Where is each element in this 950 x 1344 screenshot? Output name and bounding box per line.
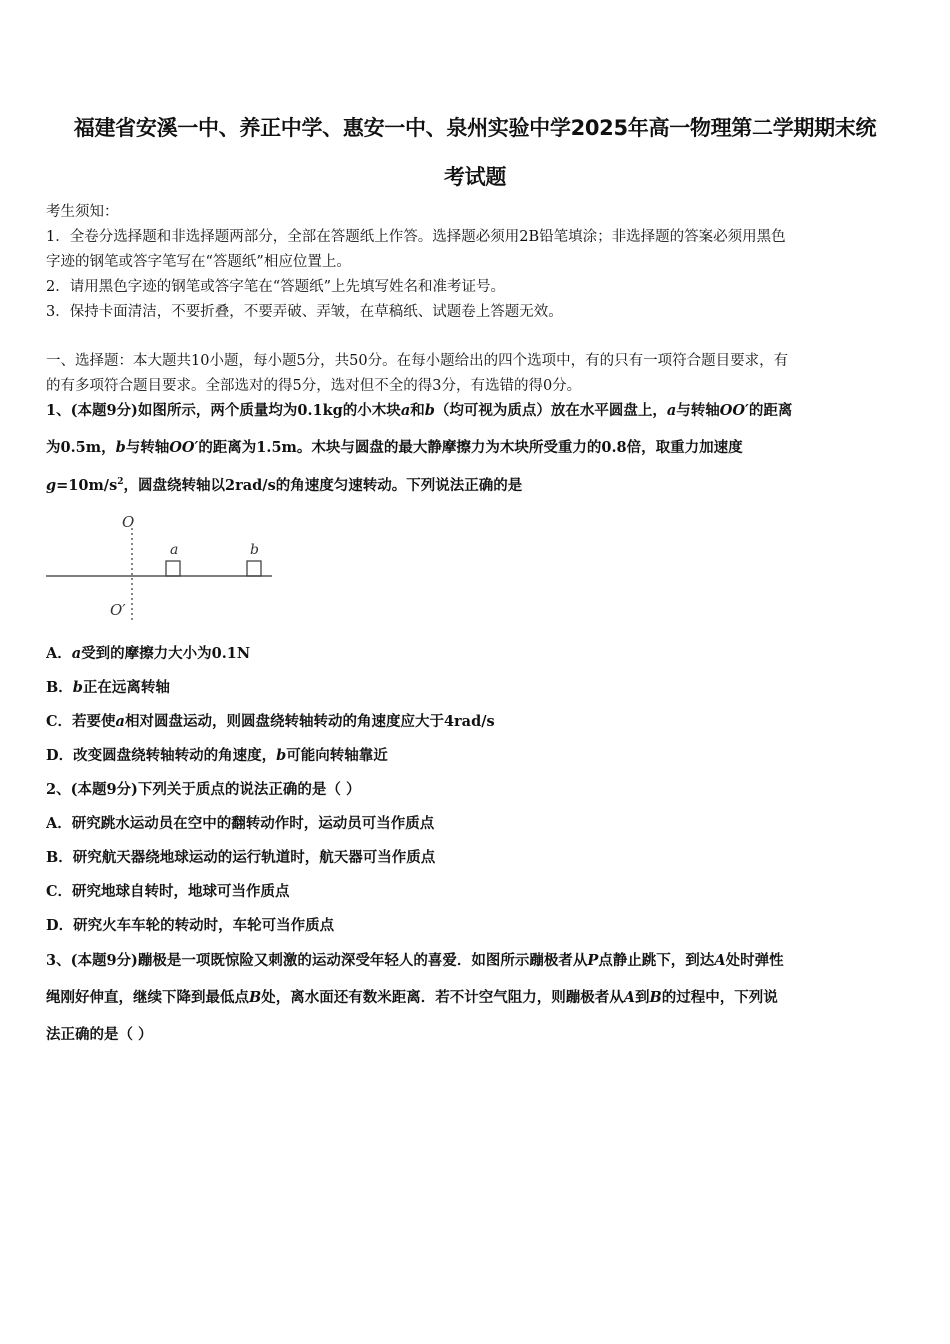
q2-option-a: A．研究跳水运动员在空中的翻转动作时，运动员可当作质点 xyxy=(46,815,435,832)
block-b xyxy=(247,561,261,576)
exam-title-line-2: 考试题 xyxy=(443,165,507,189)
block-b-label: b xyxy=(250,542,259,558)
q1-option-b: B．b正在远离转轴 xyxy=(46,679,170,696)
axis-label-O: O xyxy=(122,513,135,531)
notice-item-3: 3．保持卡面清洁，不要折叠，不要弄破、弄皱，在草稿纸、试题卷上答题无效。 xyxy=(46,304,563,320)
axis-label-O-prime: O′ xyxy=(110,601,126,619)
q1-option-d: D．改变圆盘绕转轴转动的角速度，b可能向转轴靠近 xyxy=(46,747,388,764)
q1-option-c: C．若要使a相对圆盘运动，则圆盘绕转轴转动的角速度应大于4rad/s xyxy=(46,713,495,730)
q3-stem-line-2: 绳刚好伸直，继续下降到最低点B处，离水面还有数米距离．若不计空气阻力，则蹦极者从A到B的过程中，下列说 xyxy=(46,989,778,1006)
q1-stem-line-1: 1、(本题9分)如图所示，两个质量均为0.1kg的小木块a和b（均可视为质点）放在水平圆盘上，a与转轴OO′的距离 xyxy=(46,402,793,419)
notice-item-1a: 1．全卷分选择题和非选择题两部分，全部在答题纸上作答。选择题必须用2B铅笔填涂；非选择题的答案必须用黑色 xyxy=(46,229,786,245)
q2-stem: 2、(本题9分)下列关于质点的说法正确的是（ ） xyxy=(46,781,361,798)
block-a-label: a xyxy=(170,542,179,558)
q2-option-b: B．研究航天器绕地球运动的运行轨道时，航天器可当作质点 xyxy=(46,849,436,866)
q1-disc-figure xyxy=(44,510,284,625)
section-instructions-2: 的有多项符合题目要求。全部选对的得5分，选对但不全的得3分，有选错的得0分。 xyxy=(46,378,582,394)
q1-stem-line-3: $g=10m/s^2$，圆盘绕转轴以2rad/s的角速度匀速转动。下列说法正确的是 xyxy=(46,477,523,494)
q2-option-c: C．研究地球自转时，地球可当作质点 xyxy=(46,883,290,900)
block-a xyxy=(166,561,180,576)
q2-option-d: D．研究火车车轮的转动时，车轮可当作质点 xyxy=(46,917,335,934)
notice-heading: 考生须知： xyxy=(46,204,119,220)
notice-item-2: 2．请用黑色字迹的钢笔或答字笔在“答题纸”上先填写姓名和准考证号。 xyxy=(46,279,506,295)
exam-title-line-1: 福建省安溪一中、养正中学、惠安一中、泉州实验中学2025年高一物理第二学期期末统 xyxy=(73,116,877,140)
q1-stem-line-2: 为0.5m，b与转轴OO′的距离为1.5m。木块与圆盘的最大静摩擦力为木块所受重力的0.8倍，取重力加速度 xyxy=(46,439,743,456)
section-instructions-1: 一、选择题：本大题共10小题，每小题5分，共50分。在每小题给出的四个选项中，有的只有一项符合题目要求，有 xyxy=(46,353,789,369)
q1-option-a: A．a受到的摩擦力大小为0.1N xyxy=(46,645,251,662)
notice-item-1b: 字迹的钢笔或答字笔写在“答题纸”相应位置上。 xyxy=(46,254,351,270)
q3-stem-line-1: 3、(本题9分)蹦极是一项既惊险又刺激的运动深受年轻人的喜爱．如图所示蹦极者从P点静止跳下，到达A处时弹性 xyxy=(46,952,784,969)
q3-stem-line-3: 法正确的是（ ） xyxy=(46,1026,153,1043)
